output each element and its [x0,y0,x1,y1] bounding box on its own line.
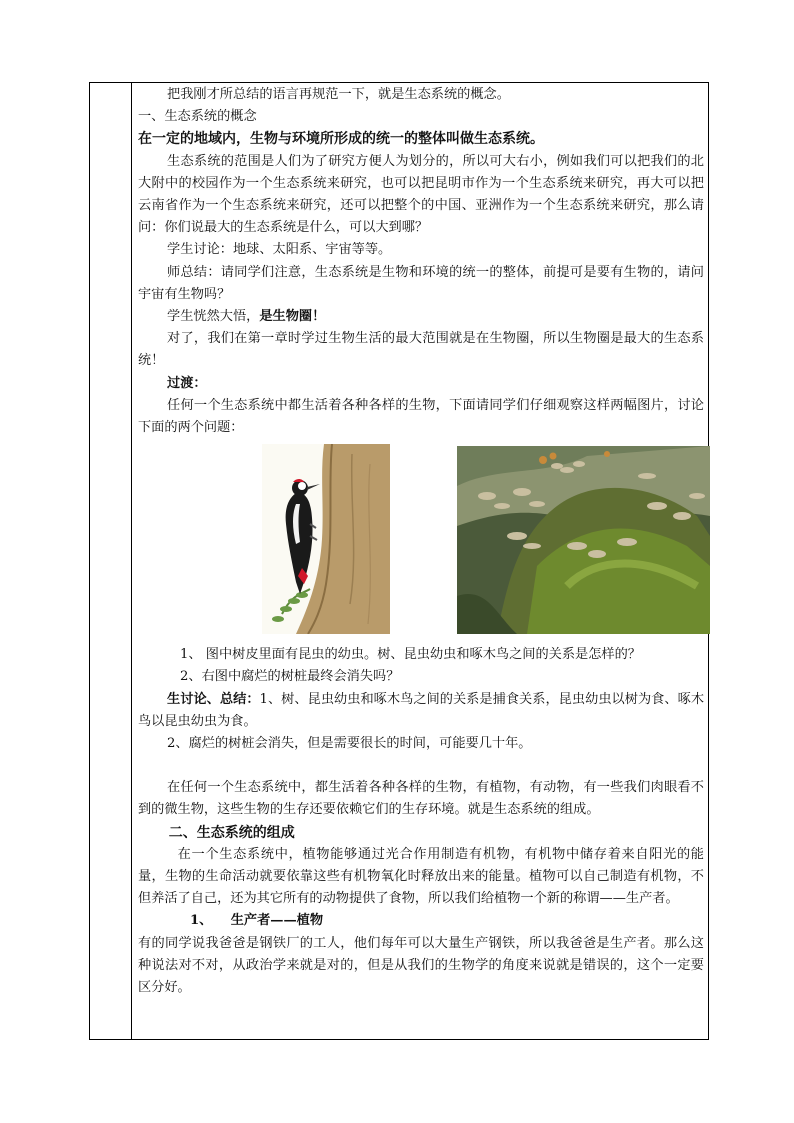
paragraph [138,844,704,911]
answer-label: 生讨论、总结： [167,691,260,707]
mossy-stump-image [457,446,710,634]
text-span: 在一个生态系统中，植物能够通过光合作用制造有机物，有机物中储存着来自阳光的能量，生物的生命活动就要依靠这些有机物氧化时释放出来的能量。植物可以自己制造有机物，不但养活了自己，还为其它所有的动物提供了食物，所以我们给植物一个新的称谓——生产者。 [138,846,704,907]
lesson-content [138,84,704,999]
bold-span: 是生物圈！ [259,309,326,325]
question-2: 2、右图中腐烂的树桩最终会消失吗？ [180,669,400,685]
paragraph: 学生讨论：地球、太阳系、宇宙等等。 [167,242,392,258]
woodpecker-image [262,444,390,634]
answer-1 [138,689,704,733]
section-heading-composition: 二、生态系统的组成 [168,824,295,841]
transition-label: 过渡： [167,375,207,391]
spacer [138,755,704,777]
answer-2: 2、腐烂的树桩会消失，但是需要很长的时间，可能要几十年。 [167,736,532,752]
subsection-producer [138,910,704,932]
definition: 在一定的地域内，生物与环境所形成的统一的整体叫做生态系统。 [138,131,544,148]
question-1: 1、 图中树皮里面有昆虫的幼虫。树、昆虫幼虫和啄木鸟之间的关系是怎样的？ [180,647,641,663]
figure-row [138,444,704,638]
text-span: 学生恍然大悟， [167,309,260,325]
subsection-title: 生产者——植物 [230,913,324,929]
table-column-divider [131,82,132,1040]
paragraph: 任何一个生态系统中都生活着各种各样的生物，下面请同学们仔细观察这样两幅图片，讨论下面的两个问题： [138,397,704,436]
section-heading-concept: 一、生态系统的概念 [138,109,257,125]
paragraph: 把我刚才所总结的语言再规范一下，就是生态系统的概念。 [167,87,510,102]
paragraph: 生态系统的范围是人们为了研究方便人为划分的，所以可大右小，例如我们可以把我们的北大附中的校园作为一个生态系统来研究，也可以把昆明市作为一个生态系统来研究，再大可以把云南省作为一个生态系统来研究，还可以把整个的中国、亚洲作为一个生态系统来研究，那么请问：你们说最大的生态系统是什么，可以大到哪？ [138,153,704,236]
paragraph [138,306,704,328]
subsection-number: 1、 [190,913,213,929]
paragraph: 对了，我们在第一章时学过生物生活的最大范围就是在生物圈，所以生物圈是最大的生态系统！ [138,331,704,369]
answer-text: 1、树、昆虫幼虫和啄木鸟之间的关系是捕食关系，昆虫幼虫以树为食、啄木鸟以昆虫幼虫为食。 [138,691,705,729]
paragraph: 有的同学说我爸爸是钢铁厂的工人，他们每年可以大量生产钢铁，所以我爸爸是生产者。那么这种说法对不对，从政治学来就是对的，但是从我们的生物学的角度来说就是错误的，这个一定要区分好。 [138,935,704,996]
paragraph: 师总结：请同学们注意，生态系统是生物和环境的统一的整体，前提可是要有生物的，请问宇宙有生物吗？ [138,264,704,302]
paragraph: 在任何一个生态系统中，都生活着各种各样的生物，有植物，有动物，有一些我们肉眼看不到的微生物，这些生物的生存还要依赖它们的生存环境。就是生态系统的组成。 [138,780,704,818]
